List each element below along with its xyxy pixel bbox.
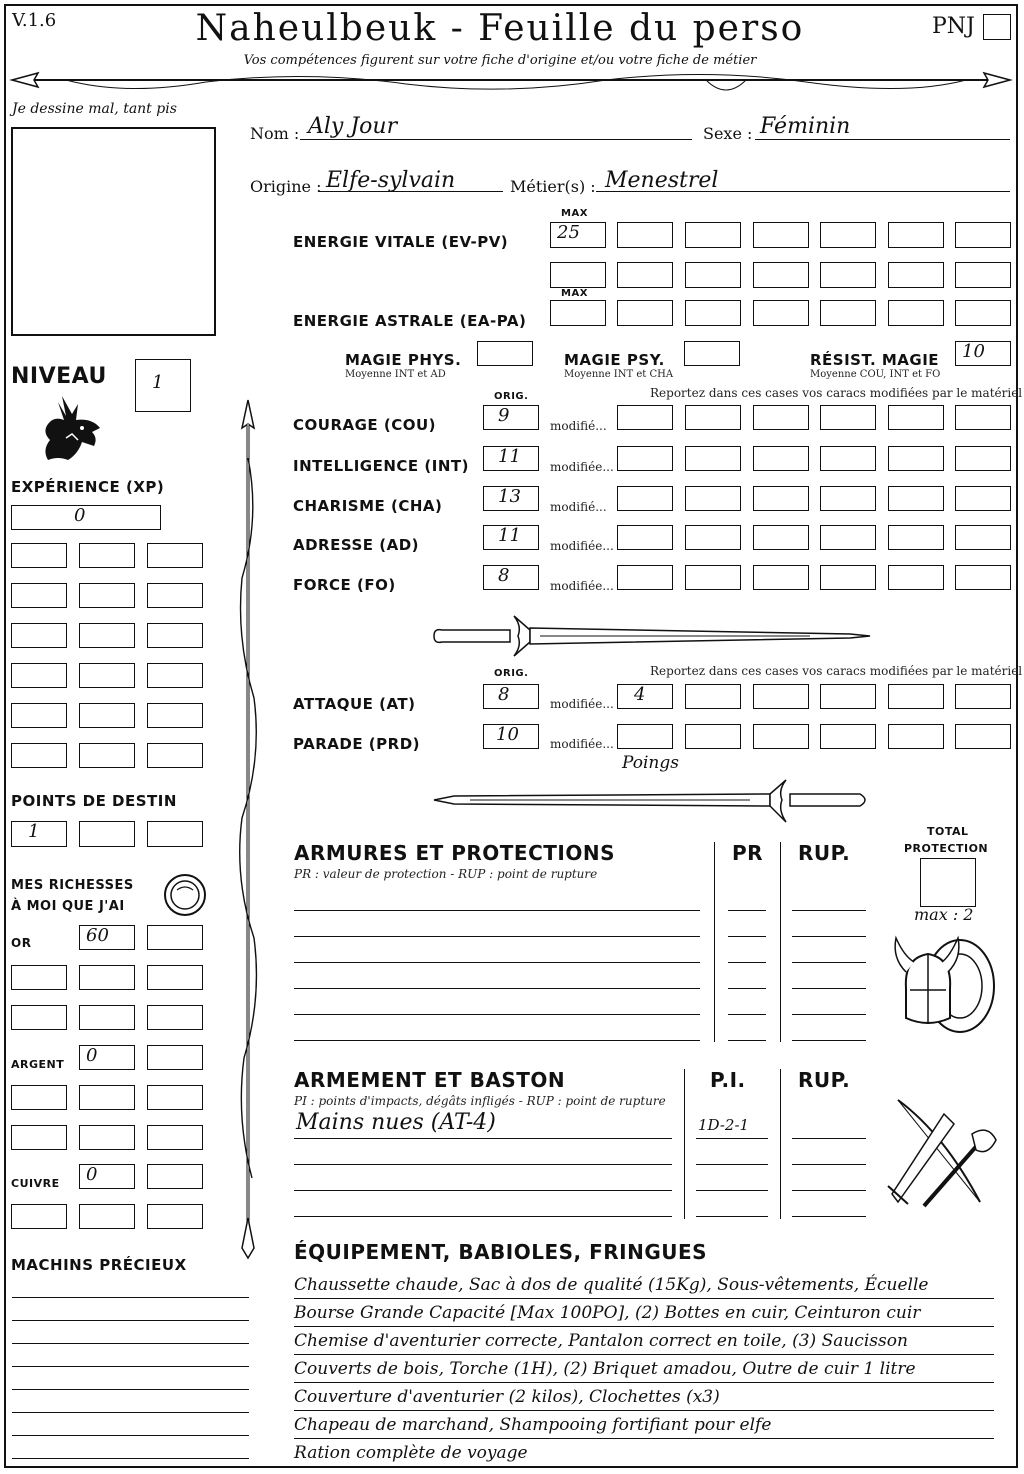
stat-orig-box[interactable]: 9: [483, 405, 539, 430]
dragon-icon: [38, 394, 106, 464]
ev-label: ENERGIE VITALE (EV-PV): [293, 233, 509, 251]
max-note: max : 2: [914, 905, 974, 924]
magie-psy-box[interactable]: [684, 341, 740, 366]
richesses-label-1: MES RICHESSES: [11, 878, 134, 893]
stat-mod-box[interactable]: [617, 565, 673, 590]
money-box[interactable]: [79, 1204, 135, 1229]
armement-rup-line: [792, 1216, 866, 1217]
stat-mod-box[interactable]: [820, 405, 876, 430]
resist-magie-box[interactable]: 10: [955, 341, 1011, 366]
equipement-underline: [294, 1354, 994, 1355]
cuivre-label: CUIVRE: [11, 1177, 60, 1190]
xp-box[interactable]: [79, 663, 135, 688]
equipement-line[interactable]: Couverture d'aventurier (2 kilos), Clochettes (x3): [294, 1387, 720, 1407]
xp-box[interactable]: [11, 543, 67, 568]
stat-mod-box[interactable]: [685, 405, 741, 430]
equipement-line[interactable]: Couverts de bois, Torche (1H), (2) Briquet amadou, Outre de cuir 1 litre: [294, 1359, 916, 1379]
stat-mod-box[interactable]: [753, 525, 809, 550]
armure-line: [294, 910, 700, 911]
armement-title: ARMEMENT ET BASTON: [294, 1068, 566, 1092]
armures-divider-2: [780, 842, 781, 1042]
total-label-2: PROTECTION: [904, 842, 989, 855]
magie-psy-sub: Moyenne INT et CHA: [564, 369, 674, 380]
stats-report-note: Reportez dans ces cases vos caracs modifiées par le matériel: [650, 386, 1023, 400]
xp-box[interactable]: [147, 663, 203, 688]
equipement-underline: [294, 1466, 994, 1467]
total-label-1: TOTAL: [927, 825, 969, 838]
stat-mod-box[interactable]: [820, 486, 876, 511]
ea-box[interactable]: [753, 300, 809, 326]
magie-phys-sub: Moyenne INT et AD: [345, 369, 446, 380]
prd-label: PARADE (PRD): [293, 735, 421, 753]
prd-box[interactable]: [753, 724, 809, 749]
stat-label: COURAGE (COU): [293, 416, 437, 434]
at-mod-label: modifiée...: [550, 697, 614, 711]
metier-line: [596, 191, 1010, 192]
stat-mod-box[interactable]: [617, 405, 673, 430]
stat-mod-box[interactable]: [888, 446, 944, 471]
ea-box[interactable]: [888, 300, 944, 326]
armement-line: [294, 1216, 672, 1217]
machins-line: [12, 1458, 249, 1459]
stat-orig-box[interactable]: 8: [483, 565, 539, 590]
armure-rup-line: [792, 1040, 866, 1041]
origine-line: [318, 191, 503, 192]
equipement-underline: [294, 1382, 994, 1383]
spear-divider-icon: [6, 66, 1016, 100]
stat-mod-box[interactable]: [753, 446, 809, 471]
at-box[interactable]: [820, 684, 876, 709]
equipement-line[interactable]: Bourse Grande Capacité [Max 100PO], (2) Bottes en cuir, Ceinturon cuir: [294, 1303, 921, 1323]
xp-box[interactable]: [147, 703, 203, 728]
machins-line: [12, 1412, 249, 1413]
stat-orig-box[interactable]: 13: [483, 486, 539, 511]
ev-box[interactable]: [753, 262, 809, 288]
armement-line: [294, 1138, 672, 1139]
armement-pi-line: [696, 1164, 768, 1165]
ea-label: ENERGIE ASTRALE (EA-PA): [293, 312, 527, 330]
stat-mod-box[interactable]: [820, 446, 876, 471]
armures-title: ARMURES ET PROTECTIONS: [294, 841, 615, 865]
ea-max-box[interactable]: [550, 300, 606, 326]
xp-box[interactable]: [79, 743, 135, 768]
weapon-pi[interactable]: 1D-2-1: [698, 1116, 750, 1134]
weapons-icon: [884, 1094, 1010, 1216]
ev-box[interactable]: [820, 262, 876, 288]
money-value-box[interactable]: 60: [79, 925, 135, 950]
xp-box[interactable]: [147, 743, 203, 768]
poings-note: Poings: [622, 753, 679, 773]
prd-box[interactable]: [955, 724, 1011, 749]
metier-value[interactable]: Menestrel: [605, 168, 719, 193]
armement-pi-line: [696, 1190, 768, 1191]
at-box[interactable]: [753, 684, 809, 709]
stat-mod-label: modifiée...: [550, 460, 614, 474]
armement-rup-line: [792, 1138, 866, 1139]
ev-max-label: MAX: [561, 208, 588, 219]
niveau-label: NIVEAU: [11, 364, 107, 389]
total-protection-box[interactable]: [920, 858, 976, 907]
xp-box[interactable]: [11, 583, 67, 608]
nom-line: [300, 139, 692, 140]
money-box[interactable]: [147, 1085, 203, 1110]
money-box[interactable]: [147, 925, 203, 950]
machins-line: [12, 1320, 249, 1321]
portrait-box[interactable]: [11, 127, 216, 336]
stat-mod-box[interactable]: [955, 565, 1011, 590]
money-box[interactable]: [79, 1125, 135, 1150]
stat-mod-box[interactable]: [955, 405, 1011, 430]
money-box[interactable]: [11, 1204, 67, 1229]
stat-mod-box[interactable]: [685, 486, 741, 511]
stat-mod-box[interactable]: [753, 405, 809, 430]
stat-label: ADRESSE (AD): [293, 536, 420, 554]
ev-box[interactable]: [888, 262, 944, 288]
stat-mod-label: modifiée...: [550, 539, 614, 553]
helmet-shield-icon: [888, 928, 1000, 1036]
destin-box-1[interactable]: 1: [11, 821, 67, 847]
prd-box[interactable]: [685, 724, 741, 749]
xp-box[interactable]: [79, 703, 135, 728]
sexe-value[interactable]: Féminin: [760, 114, 851, 139]
stat-mod-box[interactable]: [888, 565, 944, 590]
stat-mod-label: modifié...: [550, 419, 607, 433]
at-box[interactable]: [685, 684, 741, 709]
armure-line: [294, 962, 700, 963]
money-box[interactable]: [147, 965, 203, 990]
xp-box[interactable]: [11, 743, 67, 768]
version-label: V.1.6: [12, 10, 57, 31]
armement-divider-1: [684, 1069, 685, 1219]
destin-box-2[interactable]: [79, 821, 135, 847]
richesses-label-2: À MOI QUE J'AI: [11, 899, 125, 914]
equipement-underline: [294, 1298, 994, 1299]
armure-line: [294, 1014, 700, 1015]
money-box[interactable]: [11, 965, 67, 990]
combat-orig-label: ORIG.: [494, 668, 529, 679]
xp-label: EXPÉRIENCE (XP): [11, 478, 165, 496]
or-label: OR: [11, 936, 32, 950]
magie-phys-label: MAGIE PHYS.: [345, 351, 462, 369]
xp-box[interactable]: [147, 623, 203, 648]
destin-box-3[interactable]: [147, 821, 203, 847]
metier-label: Métier(s) :: [510, 177, 596, 196]
money-box[interactable]: [147, 1045, 203, 1070]
money-box[interactable]: [11, 1005, 67, 1030]
ev-box[interactable]: [888, 222, 944, 248]
xp-box[interactable]: [79, 583, 135, 608]
xp-box[interactable]: [147, 543, 203, 568]
nom-label: Nom :: [250, 124, 300, 143]
armure-rup-line: [792, 962, 866, 963]
stat-label: FORCE (FO): [293, 576, 396, 594]
machins-label: MACHINS PRÉCIEUX: [11, 1256, 187, 1274]
ev-max-box[interactable]: 25: [550, 222, 606, 248]
spear-icon: [234, 398, 262, 1260]
armures-pr-label: PR: [732, 841, 764, 865]
ea-max-label: MAX: [561, 288, 588, 299]
armure-line: [294, 988, 700, 989]
money-box[interactable]: [79, 965, 135, 990]
ev-box[interactable]: [617, 222, 673, 248]
armement-rup-line: [792, 1164, 866, 1165]
resist-magie-label: RÉSIST. MAGIE: [810, 351, 940, 369]
magie-psy-label: MAGIE PSY.: [564, 351, 665, 369]
stat-mod-box[interactable]: [888, 525, 944, 550]
weapon-name[interactable]: Mains nues (AT-4): [296, 1110, 496, 1135]
magie-phys-box[interactable]: [477, 341, 533, 366]
stat-mod-box[interactable]: [685, 565, 741, 590]
at-box[interactable]: [888, 684, 944, 709]
ev-box[interactable]: [685, 222, 741, 248]
armure-rup-line: [792, 988, 866, 989]
prd-box[interactable]: [888, 724, 944, 749]
sexe-line: [755, 139, 1010, 140]
sword-icon: [430, 612, 874, 658]
equipement-underline: [294, 1438, 994, 1439]
armement-rup-line: [792, 1190, 866, 1191]
ev-box[interactable]: [955, 262, 1011, 288]
origine-label: Origine :: [250, 177, 322, 196]
armure-pr-line: [728, 962, 766, 963]
prd-mod-label: modifiée...: [550, 737, 614, 751]
armement-rup-label: RUP.: [798, 1068, 851, 1092]
at-box[interactable]: [955, 684, 1011, 709]
stat-mod-box[interactable]: [955, 446, 1011, 471]
xp-box[interactable]: 0: [11, 505, 161, 530]
stat-mod-box[interactable]: [820, 525, 876, 550]
niveau-box[interactable]: 1: [135, 359, 191, 412]
stat-mod-label: modifié...: [550, 500, 607, 514]
armement-line: [294, 1190, 672, 1191]
nom-value[interactable]: Aly Jour: [308, 114, 398, 139]
money-value-box[interactable]: 0: [79, 1164, 135, 1189]
at-label: ATTAQUE (AT): [293, 695, 416, 713]
ea-box[interactable]: [820, 300, 876, 326]
machins-line: [12, 1435, 249, 1436]
equipement-line[interactable]: Ration complète de voyage: [294, 1443, 528, 1463]
portrait-label: Je dessine mal, tant pis: [12, 101, 177, 117]
sword-icon: [430, 776, 874, 826]
stat-mod-box[interactable]: [617, 525, 673, 550]
machins-line: [12, 1366, 249, 1367]
xp-box[interactable]: [11, 703, 67, 728]
prd-box[interactable]: [820, 724, 876, 749]
coin-icon: [162, 872, 208, 918]
stat-mod-box[interactable]: [955, 525, 1011, 550]
armement-divider-2: [780, 1069, 781, 1219]
money-box[interactable]: [11, 1125, 67, 1150]
armure-line: [294, 936, 700, 937]
armure-pr-line: [728, 936, 766, 937]
armure-rup-line: [792, 910, 866, 911]
equipement-line[interactable]: Chemise d'aventurier correcte, Pantalon correct en toile, (3) Saucisson: [294, 1331, 908, 1351]
armure-pr-line: [728, 988, 766, 989]
stat-orig-box[interactable]: 11: [483, 525, 539, 550]
stat-mod-box[interactable]: [617, 446, 673, 471]
money-box[interactable]: [147, 1005, 203, 1030]
prd-box[interactable]: [617, 724, 673, 749]
xp-box[interactable]: [11, 623, 67, 648]
argent-label: ARGENT: [11, 1058, 65, 1071]
stat-mod-box[interactable]: [820, 565, 876, 590]
sheet-title: Naheulbeuk - Feuille du perso: [195, 8, 805, 49]
equipement-line[interactable]: Chapeau de marchand, Shampooing fortifiant pour elfe: [294, 1415, 772, 1435]
armure-pr-line: [728, 910, 766, 911]
combat-report-note: Reportez dans ces cases vos caracs modifiées par le matériel: [650, 664, 1023, 678]
equipement-underline: [294, 1326, 994, 1327]
machins-line: [12, 1343, 249, 1344]
ev-box[interactable]: [955, 222, 1011, 248]
equipement-line[interactable]: Chaussette chaude, Sac à dos de qualité (15Kg), Sous-vêtements, Écuelle: [294, 1275, 929, 1295]
stat-mod-box[interactable]: [888, 486, 944, 511]
xp-box[interactable]: [79, 623, 135, 648]
money-value-box[interactable]: 0: [79, 1045, 135, 1070]
money-box[interactable]: [147, 1125, 203, 1150]
stats-orig-label: ORIG.: [494, 391, 529, 402]
money-box[interactable]: [147, 1204, 203, 1229]
stat-orig-box[interactable]: 11: [483, 446, 539, 471]
xp-box[interactable]: [11, 663, 67, 688]
armure-rup-line: [792, 1014, 866, 1015]
ev-box[interactable]: [550, 262, 606, 288]
resist-magie-sub: Moyenne COU, INT et FO: [810, 369, 941, 380]
armement-pi-line: [696, 1138, 768, 1139]
money-box[interactable]: [11, 1085, 67, 1110]
armement-line: [294, 1164, 672, 1165]
stat-mod-box[interactable]: [888, 405, 944, 430]
sexe-label: Sexe :: [703, 124, 753, 143]
machins-line: [12, 1389, 249, 1390]
equipement-title: ÉQUIPEMENT, BABIOLES, FRINGUES: [294, 1240, 708, 1264]
armure-pr-line: [728, 1040, 766, 1041]
stat-mod-label: modifiée...: [550, 579, 614, 593]
sheet-subtitle: Vos compétences figurent sur votre fiche d'origine et/ou votre fiche de métier: [243, 53, 757, 68]
at-orig-box[interactable]: 8: [483, 684, 539, 709]
armures-divider-1: [714, 842, 715, 1042]
stat-mod-box[interactable]: [685, 446, 741, 471]
ea-box[interactable]: [685, 300, 741, 326]
money-box[interactable]: [147, 1164, 203, 1189]
armure-pr-line: [728, 1014, 766, 1015]
destin-label: POINTS DE DESTIN: [11, 792, 177, 810]
stat-label: INTELLIGENCE (INT): [293, 457, 469, 475]
money-box[interactable]: [79, 1085, 135, 1110]
pnj-checkbox[interactable]: [983, 14, 1011, 40]
equipement-underline: [294, 1410, 994, 1411]
xp-box[interactable]: [79, 543, 135, 568]
machins-line: [12, 1297, 249, 1298]
stat-mod-box[interactable]: [617, 486, 673, 511]
ev-box[interactable]: [685, 262, 741, 288]
ev-box[interactable]: [820, 222, 876, 248]
ea-box[interactable]: [955, 300, 1011, 326]
armement-sub: PI : points d'impacts, dégâts infligés - RUP : point de rupture: [294, 1094, 666, 1108]
armure-line: [294, 1040, 700, 1041]
stat-label: CHARISME (CHA): [293, 497, 443, 515]
stat-mod-box[interactable]: [685, 525, 741, 550]
ev-box[interactable]: [617, 262, 673, 288]
ev-box[interactable]: [753, 222, 809, 248]
stat-mod-box[interactable]: [955, 486, 1011, 511]
origine-value[interactable]: Elfe-sylvain: [326, 168, 456, 193]
pnj-label: PNJ: [932, 14, 975, 39]
armement-pi-label: P.I.: [710, 1068, 746, 1092]
armement-pi-line: [696, 1216, 768, 1217]
stat-mod-box[interactable]: [753, 486, 809, 511]
armures-rup-label: RUP.: [798, 841, 851, 865]
prd-orig-box[interactable]: 10: [483, 724, 539, 749]
armures-sub: PR : valeur de protection - RUP : point de rupture: [294, 867, 598, 881]
at-mod-box[interactable]: 4: [617, 684, 673, 709]
ea-box[interactable]: [617, 300, 673, 326]
xp-box[interactable]: [147, 583, 203, 608]
armure-rup-line: [792, 936, 866, 937]
stat-mod-box[interactable]: [753, 565, 809, 590]
money-box[interactable]: [79, 1005, 135, 1030]
